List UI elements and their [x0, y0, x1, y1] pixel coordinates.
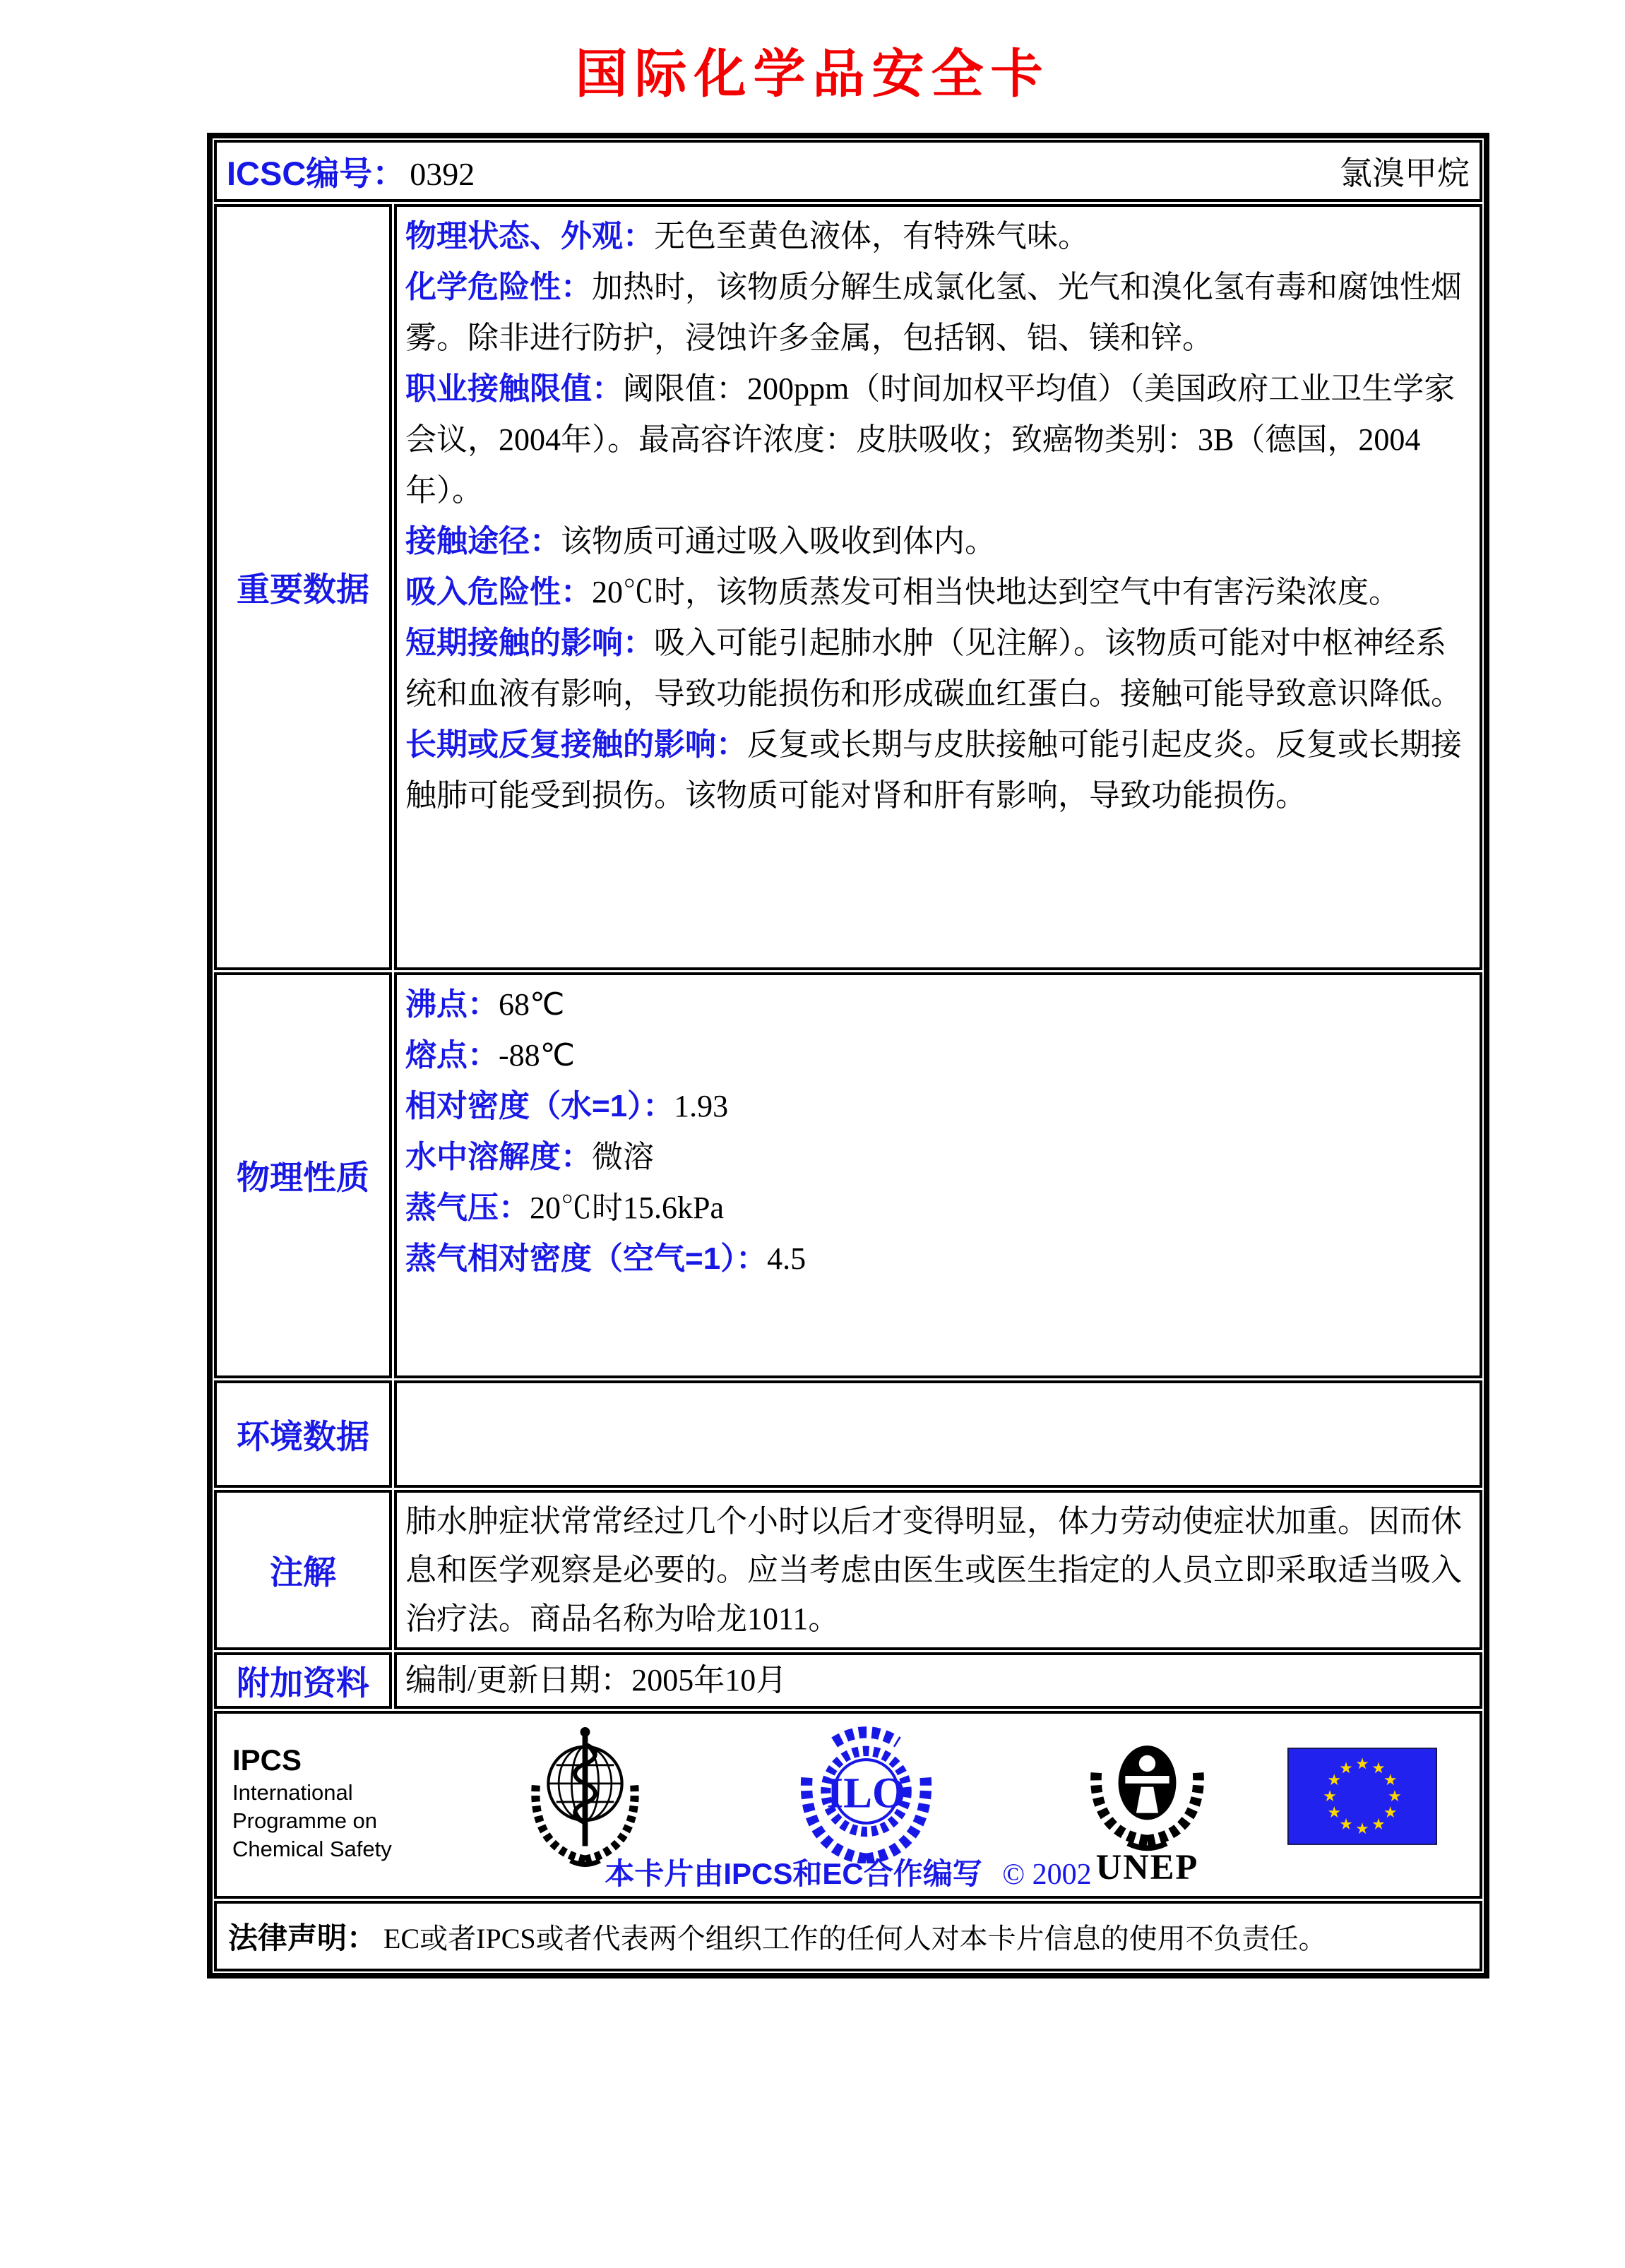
item-text: 反复或长期与皮肤接触可能引起皮炎。反复或长期接触肺可能受到损伤。该物质可能对肾和肝有影响，导致功能损伤。	[405, 727, 1462, 813]
notes-row	[214, 1490, 1482, 1650]
environmental-data-content	[394, 1380, 1482, 1488]
item-label: 接触途径：	[405, 524, 561, 559]
logos-cell	[214, 1711, 1482, 1899]
item-label: 蒸气压：	[405, 1190, 530, 1225]
page-title: 国际化学品安全卡	[575, 46, 1050, 104]
item-label: 熔点：	[405, 1038, 499, 1073]
item-label: 物理状态、外观：	[405, 219, 654, 253]
row-label-additional-info: 附加资料	[214, 1652, 392, 1709]
important-data-content	[394, 204, 1482, 970]
row-label-physical-properties: 物理性质	[214, 972, 392, 1378]
chemical-name: 氯溴甲烷	[1340, 155, 1470, 191]
item-text: 20℃时15.6kPa	[530, 1190, 724, 1225]
who-logo-icon	[523, 1722, 647, 1867]
safety-card-table	[207, 133, 1489, 1978]
eu-flag-icon	[1287, 1748, 1437, 1845]
ilo-logo-icon	[794, 1722, 939, 1863]
data-item	[405, 262, 1467, 364]
credit-line	[605, 1851, 1091, 1893]
item-label: 长期或反复接触的影响：	[405, 727, 747, 762]
icsc-number-label: ICSC编号：	[227, 154, 406, 192]
data-item	[405, 1183, 1467, 1234]
item-text: 1.93	[674, 1089, 729, 1123]
legal-row	[214, 1901, 1482, 1971]
data-item	[405, 1132, 1467, 1183]
ipcs-text-block: IPCS International Programme on Chemical Safety	[232, 1742, 444, 1863]
eu-flag-slot	[1287, 1748, 1437, 1845]
data-item	[405, 720, 1467, 821]
item-label: 职业接触限值：	[405, 371, 623, 406]
ilo-logo-slot	[725, 1722, 1006, 1863]
data-item	[405, 516, 1467, 567]
item-label: 吸入危险性：	[405, 575, 592, 609]
legal-text: EC或者IPCS或者代表两个组织工作的任何人对本卡片信息的使用不负责任。	[383, 1923, 1327, 1954]
data-item	[405, 1030, 1467, 1081]
item-label: 沸点：	[405, 987, 499, 1022]
legal-label: 法律声明：	[228, 1921, 377, 1954]
header-row	[214, 140, 1482, 202]
row-label-important-data: 重要数据	[214, 204, 392, 970]
item-label: 蒸气相对密度（空气=1）：	[405, 1241, 768, 1276]
data-item	[405, 1081, 1467, 1132]
data-item	[405, 567, 1467, 618]
data-item	[405, 1234, 1467, 1284]
item-text: 无色至黄色液体，有特殊气味。	[654, 219, 1089, 253]
credit-text: 本卡片由IPCS和EC合作编写	[605, 1857, 982, 1890]
item-text: 阈限值：200ppm（时间加权平均值）（美国政府工业卫生学家会议，2004年）。最高容许浓度：皮肤吸收；致癌物类别：3B（德国，2004年）。	[405, 371, 1456, 508]
item-text: -88℃	[499, 1038, 576, 1073]
data-item	[405, 364, 1467, 516]
update-date-label: 编制/更新日期：	[405, 1663, 632, 1697]
item-text: 68℃	[499, 987, 565, 1022]
icsc-number-group	[227, 148, 475, 195]
environmental-data-row	[214, 1380, 1482, 1488]
unep-logo-text: UNEP	[1095, 1847, 1198, 1885]
row-label-environmental-data: 环境数据	[214, 1380, 392, 1488]
copyright-text: © 2002	[1002, 1858, 1092, 1891]
data-item	[405, 618, 1467, 720]
unep-logo-icon	[1078, 1722, 1216, 1885]
item-text: 微溶	[592, 1140, 654, 1174]
row-label-notes: 注解	[214, 1490, 392, 1650]
item-text: 该物质可通过吸入吸收到体内。	[561, 524, 996, 559]
physical-properties-content	[394, 972, 1482, 1378]
item-text: 吸入可能引起肺水肿（见注解）。该物质可能对中枢神经系统和血液有影响，导致功能损伤和形成碳血红蛋白。接触可能导致意识降低。	[405, 626, 1462, 711]
additional-info-content	[394, 1652, 1482, 1709]
item-label: 水中溶解度：	[405, 1140, 592, 1174]
legal-cell	[214, 1901, 1482, 1971]
ipcs-acronym: IPCS	[232, 1743, 302, 1777]
additional-info-row	[214, 1652, 1482, 1709]
notes-text: 肺水肿症状常常经过几个小时以后才变得明显，体力劳动使症状加重。因而休息和医学观察是必要的。应当考虑由医生或医生指定的人员立即采取适当吸入治疗法。商品名称为哈龙1011。	[405, 1504, 1462, 1636]
notes-content	[394, 1490, 1482, 1650]
item-label: 短期接触的影响：	[405, 626, 654, 660]
item-text: 加热时，该物质分解生成氯化氢、光气和溴化氢有毒和腐蚀性烟雾。除非进行防护，浸蚀许多金属，包括钢、铝、镁和锌。	[405, 270, 1462, 355]
header-cell	[214, 140, 1482, 202]
logos-row	[214, 1711, 1482, 1899]
who-logo-slot	[444, 1722, 725, 1867]
physical-properties-row	[214, 972, 1482, 1378]
item-label: 相对密度（水=1）：	[405, 1089, 674, 1123]
ilo-logo-text: ILO	[826, 1769, 906, 1818]
important-data-row	[214, 204, 1482, 970]
data-item	[405, 211, 1467, 262]
update-date-value: 2005年10月	[631, 1663, 787, 1697]
icsc-number-value: 0392	[410, 155, 475, 192]
item-label: 化学危险性：	[405, 270, 592, 304]
item-text: 4.5	[767, 1241, 806, 1276]
item-text: 20℃时，该物质蒸发可相当快地达到空气中有害污染浓度。	[592, 575, 1400, 609]
data-item	[405, 979, 1467, 1030]
